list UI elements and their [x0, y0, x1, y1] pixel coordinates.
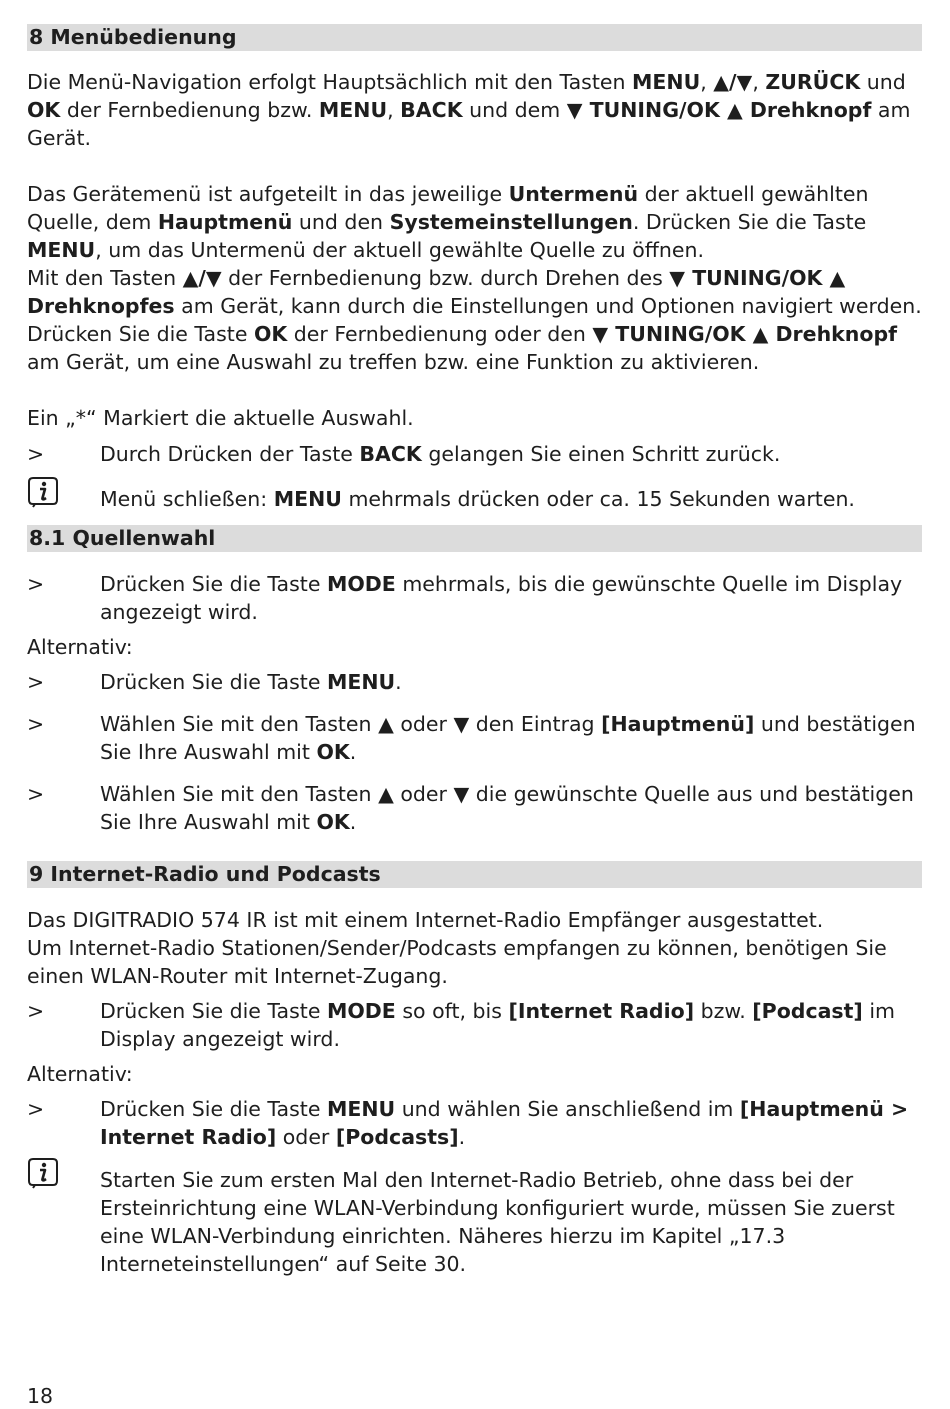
- info-note-close-menu: Menü schließen: MENU mehrmals drücken oder ca. 15 Sekunden warten.: [27, 476, 922, 515]
- step-select-mainmenu: > Wählen Sie mit den Tasten ▲ oder ▼ den Eintrag [Hauptmenü] und bestätigen Sie Ihre Auswahl mit OK.: [27, 712, 916, 764]
- paragraph-wlan-requirement: Um Internet-Radio Stationen/Sender/Podcasts empfangen zu können, benötigen Sie einen WLAN-Router mit Internet-Zugang.: [27, 936, 887, 988]
- info-icon: [27, 1157, 59, 1189]
- step-menu: > Drücken Sie die Taste MENU.: [27, 670, 402, 694]
- paragraph-current-selection: Ein „*“ Markiert die aktuelle Auswahl.: [27, 406, 414, 430]
- section-heading-8: 8 Menübedienung: [27, 24, 922, 51]
- info-note-wlan: Starten Sie zum ersten Mal den Internet-Radio Betrieb, ohne dass bei der Ersteinrichtung eine WLAN-Verbindung konfiguriert wurde, müssen Sie zuerst eine WLAN-Verbindung einrichten. Näheres hierzu im Kapitel „17.3 Interneteinstellungen“ auf Seite 30.: [27, 1157, 922, 1278]
- paragraph-navigation: Die Menü-Navigation erfolgt Hauptsächlich mit den Tasten MENU, ▲/▼, ZURÜCK und OK der Fernbedienung bzw. MENU, BACK und dem ▼ TUNING/OK ▲ Drehknopf am Gerät.: [27, 70, 911, 150]
- bullet-marker: >: [27, 670, 45, 694]
- step-select-source: > Wählen Sie mit den Tasten ▲ oder ▼ die gewünschte Quelle aus und bestätigen Sie Ihre Auswahl mit OK.: [27, 782, 914, 834]
- manual-page: [27, 24, 922, 1278]
- bullet-marker: >: [27, 712, 45, 736]
- step-menu-internet: > Drücken Sie die Taste MENU und wählen Sie anschließend im [Hauptmenü > Internet Radio] oder [Podcasts].: [27, 1097, 909, 1149]
- bullet-marker: >: [27, 572, 45, 596]
- paragraph-internet-radio: Das DIGITRADIO 574 IR ist mit einem Internet-Radio Empfänger ausgestattet.: [27, 908, 824, 932]
- info-icon: [27, 476, 59, 508]
- bullet-marker: >: [27, 442, 45, 466]
- bullet-marker: >: [27, 782, 45, 806]
- alternative-label: Alternativ:: [27, 1062, 133, 1086]
- bullet-marker: >: [27, 999, 45, 1023]
- page-number: 18: [27, 1384, 54, 1408]
- step-mode-internet: > Drücken Sie die Taste MODE so oft, bis [Internet Radio] bzw. [Podcast] im Display angezeigt wird.: [27, 999, 895, 1051]
- step-mode: > Drücken Sie die Taste MODE mehrmals, bis die gewünschte Quelle im Display angezeigt wird.: [27, 572, 903, 624]
- paragraph-menu-structure: Das Gerätemenü ist aufgeteilt in das jeweilige Untermenü der aktuell gewählten Quelle, dem Hauptmenü und den Systemeinstellungen. Drücken Sie die Taste MENU, um das Untermenü der aktuell gewählte Quelle zu öffnen.: [27, 182, 869, 262]
- alternative-label: Alternativ:: [27, 635, 133, 659]
- step-back: > Durch Drücken der Taste BACK gelangen Sie einen Schritt zurück.: [27, 442, 781, 466]
- section-heading-9: 9 Internet-Radio und Podcasts: [27, 861, 922, 888]
- paragraph-menu-navigation: Mit den Tasten ▲/▼ der Fernbedienung bzw. durch Drehen des ▼ TUNING/OK ▲ Drehknopfes am Gerät, kann durch die Einstellungen und Optionen navigiert werden. Drücken Sie die Taste OK der Fernbedienung oder den ▼ TUNING/OK ▲ Drehknopf am Gerät, um eine Auswahl zu treffen bzw. eine Funktion zu aktivieren.: [27, 266, 922, 374]
- bullet-marker: >: [27, 1097, 45, 1121]
- section-heading-8-1: 8.1 Quellenwahl: [27, 525, 922, 552]
